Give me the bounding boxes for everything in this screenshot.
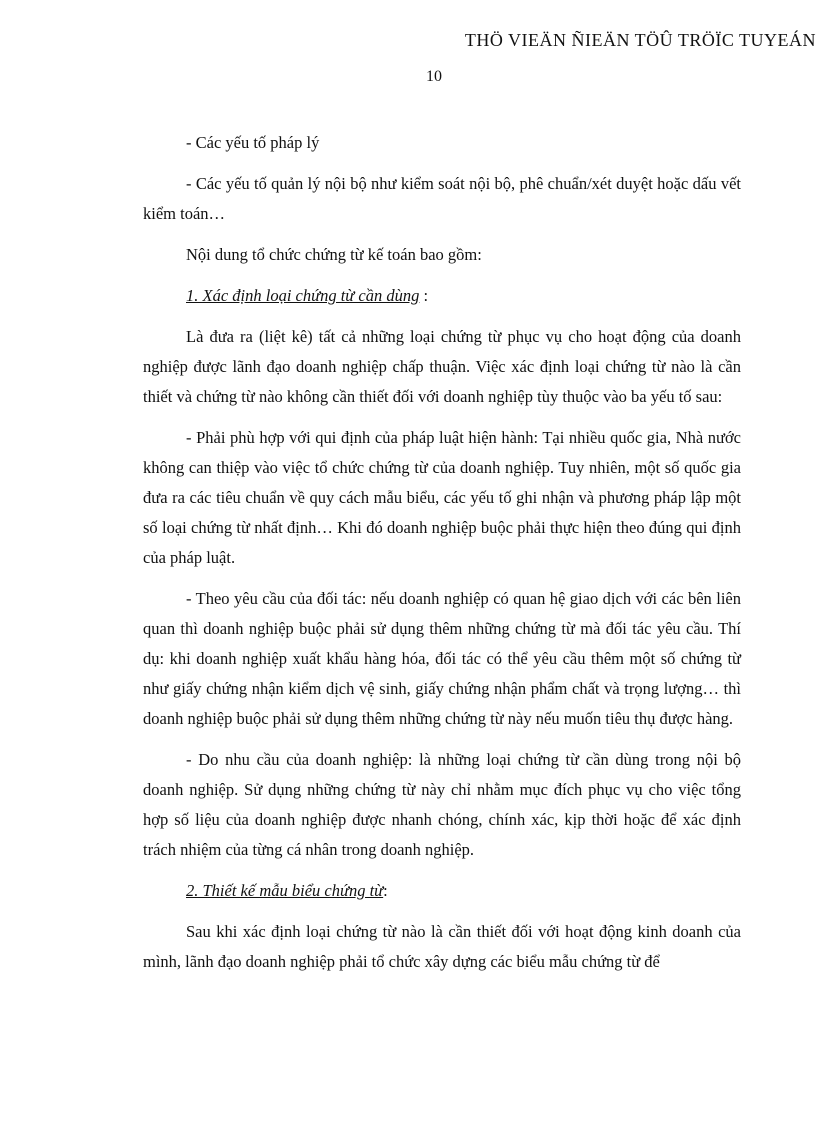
section-1-paragraph: - Theo yêu cầu của đối tác: nếu doanh nghiệp có quan hệ giao dịch với các bên liên quan thì doanh nghiệp buộc phải sử dụng thêm những chứng từ mà đối tác yêu cầu. Thí dụ: khi doanh nghiệp xuất khẩu hàng hóa, đối tác có thể yêu cầu thêm một số chứng từ như giấy chứng nhận kiểm dịch vệ sinh, giấy chứng nhận phẩm chất và trọng lượng… thì doanh nghiệp buộc phải sử dụng thêm những chứng từ này nếu muốn tiêu thụ được hàng. <box>143 589 741 728</box>
section-2-heading <box>143 876 741 906</box>
section-2-paragraph: Sau khi xác định loại chứng từ nào là cần thiết đối với hoạt động kinh doanh của mình, lãnh đạo doanh nghiệp phải tổ chức xây dựng các biểu mẫu chứng từ để <box>143 922 741 971</box>
content-intro: Nội dung tổ chức chứng từ kế toán bao gồm: <box>186 245 482 264</box>
section-2-suffix: : <box>383 881 388 900</box>
section-1-paragraph: - Do nhu cầu của doanh nghiệp: là những loại chứng từ cần dùng trong nội bộ doanh nghiệp. Sử dụng những chứng từ này chỉ nhằm mục đích phục vụ cho việc tổng hợp số liệu của doanh nghiệp được nhanh chóng, chính xác, kịp thời hoặc để xác định trách nhiệm của từng cá nhân trong doanh nghiệp. <box>143 750 741 859</box>
library-header: THÖ VIEÄN ÑIEÄN TÖÛ TRÖÏC TUYEÁN <box>464 30 816 50</box>
bullet-legal-factors: - Các yếu tố pháp lý <box>186 133 320 152</box>
document-body <box>143 128 741 988</box>
section-1-suffix: : <box>419 286 429 305</box>
section-1-paragraph: Là đưa ra (liệt kê) tất cả những loại chứng từ phục vụ cho hoạt động của doanh nghiệp được lãnh đạo doanh nghiệp chấp thuận. Việc xác định loại chứng từ nào là cần thiết và chứng từ nào không cần thiết đối với doanh nghiệp tùy thuộc vào ba yếu tố sau: <box>143 327 741 406</box>
section-1-heading <box>143 281 741 311</box>
section-1-title: 1. Xác định loại chứng từ cần dùng <box>186 286 420 305</box>
section-2-title: 2. Thiết kế mẫu biểu chứng từ <box>186 881 384 900</box>
bullet-internal-management: - Các yếu tố quản lý nội bộ như kiểm soát nội bộ, phê chuẩn/xét duyệt hoặc dấu vết kiểm toán… <box>143 174 741 223</box>
section-1-paragraph: - Phải phù hợp với qui định của pháp luật hiện hành: Tại nhiều quốc gia, Nhà nước không can thiệp vào việc tổ chức chứng từ của doanh nghiệp. Tuy nhiên, một số quốc gia đưa ra các tiêu chuẩn về quy cách mẫu biểu, các yếu tố ghi nhận và phương pháp lập một số loại chứng từ nhất định… Khi đó doanh nghiệp buộc phải thực hiện theo đúng qui định của pháp luật. <box>143 428 741 567</box>
page-number: 10 <box>426 68 442 85</box>
